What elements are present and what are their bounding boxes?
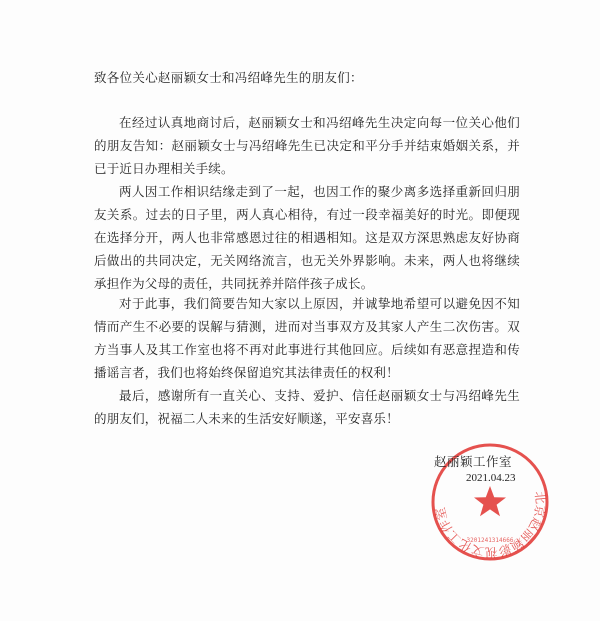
seal-star-icon: [474, 486, 506, 516]
letter-greeting: 致各位关心赵丽颖女士和冯绍峰先生的朋友们：: [94, 70, 363, 85]
signature-date: 2021.04.23: [466, 472, 516, 484]
letter-paragraph-1: 在经过认真地商讨后，赵丽颖女士和冯绍峰先生决定向每一位关心他们的朋友告知：赵丽颖女士与冯绍峰先生已决定和平分手并结束婚姻关系，并已于近日办理相关手续。: [94, 115, 520, 176]
seal-serial-number: 3201241314666: [466, 537, 514, 544]
letter-paragraph-3: 对于此事，我们简要告知大家以上原因，并诚挚地希望可以避免因不知情而产生不必要的误解与猜测，进而对当事双方及其家人产生二次伤害。双方当事人及其工作室也将不再对此事进行其他回应。后续如有恶意捏造和传播谣言者，我们也将始终保留追究其法律责任的权利！: [94, 296, 520, 380]
seal-ring-text-path: 北京赵丽颖影视文化工作室: [432, 490, 549, 561]
letter-paragraph-2: 两人因工作相识结缘走到了一起，也因工作的聚少离多选择重新回归朋友关系。过去的日子里，两人真心相待，有过一段幸福美好的时光。即便现在选择分开，两人也非常感恩过往的相遇相知。这是双方深思熟虑友好协商后做出的共同决定，无关网络流言，也无关外界影响。未来，两人也将继续承担作为父母的责任，共同抚养并陪伴孩子成长。: [94, 184, 520, 291]
letter-paragraph-4: 最后，感谢所有一直关心、支持、爱护、信任赵丽颖女士与冯绍峰先生的朋友们，祝福二人未来的生活安好顺遂，平安喜乐！: [94, 388, 520, 426]
signature-organization: 赵丽颖工作室: [434, 454, 513, 469]
